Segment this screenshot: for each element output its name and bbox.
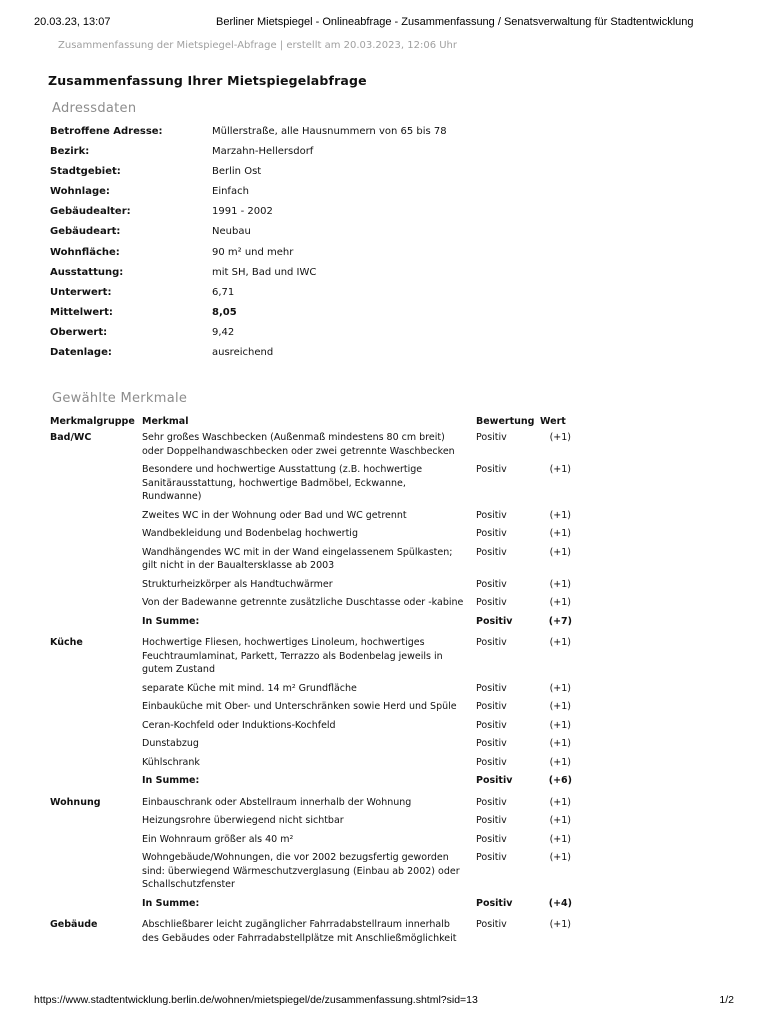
feature-rating: Positiv bbox=[476, 719, 507, 731]
feature-text: Ceran-Kochfeld oder Induktions-Kochfeld bbox=[142, 719, 336, 731]
header-value: Wert bbox=[540, 416, 566, 427]
feature-row bbox=[142, 918, 580, 950]
group-sum-value: (+4) bbox=[548, 897, 572, 909]
feature-text: Kühlschrank bbox=[142, 756, 200, 768]
features-table bbox=[50, 413, 580, 950]
feature-value: (+1) bbox=[549, 546, 571, 558]
header-group: Merkmalgruppe bbox=[50, 416, 135, 427]
address-row bbox=[50, 206, 490, 226]
feature-group bbox=[50, 918, 580, 950]
feature-text: Hochwertige Fliesen, hochwertiges Linoleum, hochwertiges Feuchtraumlaminat, Parkett, Terrazzo als Bodenbelag jeweils in gutem Zustand bbox=[142, 637, 443, 675]
address-label: Datenlage: bbox=[50, 347, 112, 359]
feature-text: Ein Wohnraum größer als 40 m² bbox=[142, 833, 294, 845]
address-value: 90 m² und mehr bbox=[212, 246, 294, 258]
address-value: mit SH, Bad und IWC bbox=[212, 266, 317, 278]
feature-text: Besondere und hochwertige Ausstattung (z.B. hochwertige Sanitärausstattung, hochwertige Badmöbel, Eckwanne, Rundwanne) bbox=[142, 464, 423, 502]
feature-value: (+1) bbox=[549, 432, 571, 443]
feature-text: Wohngebäude/Wohnungen, die vor 2002 bezugsfertig geworden sind: überwiegend Wärmeschutzverglasung (Einbau ab 2002) oder Schallschutzfenster bbox=[142, 852, 460, 890]
print-datetime: 20.03.23, 13:07 bbox=[34, 16, 111, 28]
address-row bbox=[50, 226, 490, 246]
summary-subtitle: Zusammenfassung der Mietspiegel-Abfrage | erstellt am 20.03.2023, 12:06 Uhr bbox=[58, 40, 457, 51]
group-sum-label: In Summe: bbox=[142, 897, 200, 909]
address-value: ausreichend bbox=[212, 347, 274, 359]
feature-rating: Positiv bbox=[476, 701, 507, 712]
feature-value: (+1) bbox=[549, 852, 571, 863]
address-value: 9,42 bbox=[212, 326, 235, 338]
address-row bbox=[50, 307, 490, 327]
address-label: Gebäudeart: bbox=[50, 226, 121, 238]
address-value: Einfach bbox=[212, 186, 249, 198]
feature-rating: Positiv bbox=[476, 682, 507, 694]
feature-row bbox=[142, 682, 580, 701]
feature-value: (+1) bbox=[549, 597, 571, 608]
feature-rating: Positiv bbox=[476, 432, 507, 443]
feature-group-name: Bad/WC bbox=[50, 432, 92, 443]
feature-rating: Positiv bbox=[476, 738, 507, 749]
feature-text: Einbauküche mit Ober- und Unterschränken sowie Herd und Spüle bbox=[142, 701, 457, 712]
feature-group bbox=[50, 796, 580, 919]
feature-row bbox=[142, 851, 580, 897]
feature-text: Von der Badewanne getrennte zusätzliche Duschtasse oder -kabine bbox=[142, 597, 464, 608]
feature-rating: Positiv bbox=[476, 852, 507, 863]
group-sum-value: (+6) bbox=[548, 775, 572, 786]
feature-value: (+1) bbox=[549, 509, 571, 521]
address-label: Unterwert: bbox=[50, 286, 112, 298]
group-sum-rating: Positiv bbox=[476, 775, 513, 786]
address-value: 6,71 bbox=[212, 286, 235, 298]
feature-rating: Positiv bbox=[476, 815, 507, 826]
page-number: 1/2 bbox=[719, 994, 734, 1006]
feature-text: Einbauschrank oder Abstellraum innerhalb der Wohnung bbox=[142, 796, 412, 808]
feature-value: (+1) bbox=[549, 637, 571, 648]
feature-value: (+1) bbox=[549, 833, 571, 845]
features-table-header bbox=[50, 413, 580, 431]
address-row bbox=[50, 166, 490, 186]
feature-row bbox=[142, 636, 580, 682]
address-table bbox=[50, 126, 490, 367]
feature-value: (+1) bbox=[549, 738, 571, 749]
address-row bbox=[50, 287, 490, 307]
feature-group bbox=[50, 431, 580, 636]
feature-group-name: Wohnung bbox=[50, 796, 101, 808]
feature-text: separate Küche mit mind. 14 m² Grundfläche bbox=[142, 682, 357, 694]
feature-text: Wandhängendes WC mit in der Wand eingelassenem Spülkasten; gilt nicht in der Baualtersklasse ab 2003 bbox=[142, 546, 453, 571]
feature-row bbox=[142, 756, 580, 775]
feature-text: Wandbekleidung und Bodenbelag hochwertig bbox=[142, 528, 358, 539]
feature-row bbox=[142, 700, 580, 719]
feature-text: Heizungsrohre überwiegend nicht sichtbar bbox=[142, 815, 344, 826]
address-label: Wohnfläche: bbox=[50, 246, 120, 258]
feature-row bbox=[142, 527, 580, 546]
feature-value: (+1) bbox=[549, 682, 571, 694]
address-row bbox=[50, 126, 490, 146]
feature-row bbox=[142, 431, 580, 463]
feature-row bbox=[142, 833, 580, 852]
feature-text: Sehr großes Waschbecken (Außenmaß mindestens 80 cm breit) oder Doppelhandwaschbecken oder zwei getrennte Waschbecken bbox=[142, 432, 455, 457]
group-sum-rating: Positiv bbox=[476, 897, 513, 909]
feature-row bbox=[142, 814, 580, 833]
feature-rating: Positiv bbox=[476, 833, 507, 845]
address-value: 8,05 bbox=[212, 306, 237, 318]
address-section-title: Adressdaten bbox=[52, 101, 137, 116]
address-label: Stadtgebiet: bbox=[50, 166, 121, 178]
address-label: Betroffene Adresse: bbox=[50, 126, 163, 137]
address-label: Gebäudealter: bbox=[50, 206, 131, 218]
feature-row bbox=[142, 463, 580, 509]
address-value: 1991 - 2002 bbox=[212, 206, 273, 218]
feature-value: (+1) bbox=[549, 464, 571, 475]
feature-row bbox=[142, 546, 580, 578]
feature-rating: Positiv bbox=[476, 919, 507, 930]
feature-row bbox=[142, 737, 580, 756]
feature-group-name: Gebäude bbox=[50, 919, 98, 930]
address-value: Müllerstraße, alle Hausnummern von 65 bis 78 bbox=[212, 126, 447, 137]
feature-value: (+1) bbox=[549, 796, 571, 808]
feature-rating: Positiv bbox=[476, 796, 507, 808]
group-sum-rating: Positiv bbox=[476, 615, 513, 627]
feature-text: Abschließbarer leicht zugänglicher Fahrradabstellraum innerhalb des Gebäudes oder Fahrradabstellplätze mit Anschließmöglichkeit bbox=[142, 919, 457, 944]
feature-rating: Positiv bbox=[476, 528, 507, 539]
feature-rating: Positiv bbox=[476, 509, 507, 521]
group-sum-label: In Summe: bbox=[142, 615, 200, 627]
feature-text: Dunstabzug bbox=[142, 738, 199, 749]
address-row bbox=[50, 267, 490, 287]
feature-rating: Positiv bbox=[476, 464, 507, 475]
feature-row bbox=[142, 796, 580, 815]
feature-value: (+1) bbox=[549, 919, 571, 930]
feature-value: (+1) bbox=[549, 756, 571, 768]
group-sum-label: In Summe: bbox=[142, 775, 200, 786]
group-sum-row bbox=[142, 897, 580, 919]
address-value: Berlin Ost bbox=[212, 166, 262, 178]
feature-rating: Positiv bbox=[476, 637, 507, 648]
feature-value: (+1) bbox=[549, 719, 571, 731]
feature-rating: Positiv bbox=[476, 756, 507, 768]
header-rating: Bewertung bbox=[476, 416, 535, 427]
feature-value: (+1) bbox=[549, 815, 571, 826]
address-label: Oberwert: bbox=[50, 326, 108, 338]
address-label: Bezirk: bbox=[50, 146, 90, 158]
feature-value: (+1) bbox=[549, 701, 571, 712]
feature-text: Zweites WC in der Wohnung oder Bad und WC getrennt bbox=[142, 509, 407, 521]
address-row bbox=[50, 247, 490, 267]
feature-rating: Positiv bbox=[476, 597, 507, 608]
feature-row bbox=[142, 578, 580, 597]
feature-groups bbox=[50, 431, 580, 950]
address-row bbox=[50, 327, 490, 347]
group-sum-value: (+7) bbox=[548, 615, 572, 627]
feature-value: (+1) bbox=[549, 528, 571, 539]
address-label: Wohnlage: bbox=[50, 186, 110, 198]
address-label: Ausstattung: bbox=[50, 266, 124, 278]
page-url: https://www.stadtentwicklung.berlin.de/wohnen/mietspiegel/de/zusammenfassung.shtml?sid=13 bbox=[34, 994, 478, 1006]
address-label: Mittelwert: bbox=[50, 306, 113, 318]
feature-rating: Positiv bbox=[476, 546, 507, 558]
feature-row bbox=[142, 596, 580, 615]
feature-group bbox=[50, 636, 580, 796]
address-row bbox=[50, 146, 490, 166]
address-value: Marzahn-Hellersdorf bbox=[212, 146, 314, 158]
page-title: Zusammenfassung Ihrer Mietspiegelabfrage bbox=[48, 73, 367, 88]
feature-row bbox=[142, 509, 580, 528]
group-sum-row bbox=[142, 774, 580, 796]
group-sum-row bbox=[142, 615, 580, 637]
feature-group-name: Küche bbox=[50, 637, 83, 648]
address-row bbox=[50, 347, 490, 367]
feature-rating: Positiv bbox=[476, 578, 507, 590]
header-feature: Merkmal bbox=[142, 416, 189, 427]
feature-row bbox=[142, 719, 580, 738]
feature-value: (+1) bbox=[549, 578, 571, 590]
print-page-title: Berliner Mietspiegel - Onlineabfrage - Zusammenfassung / Senatsverwaltung für Stadtentwicklung bbox=[216, 16, 694, 28]
address-row bbox=[50, 186, 490, 206]
address-value: Neubau bbox=[212, 226, 251, 238]
features-section-title: Gewählte Merkmale bbox=[52, 391, 188, 406]
feature-text: Strukturheizkörper als Handtuchwärmer bbox=[142, 578, 333, 590]
